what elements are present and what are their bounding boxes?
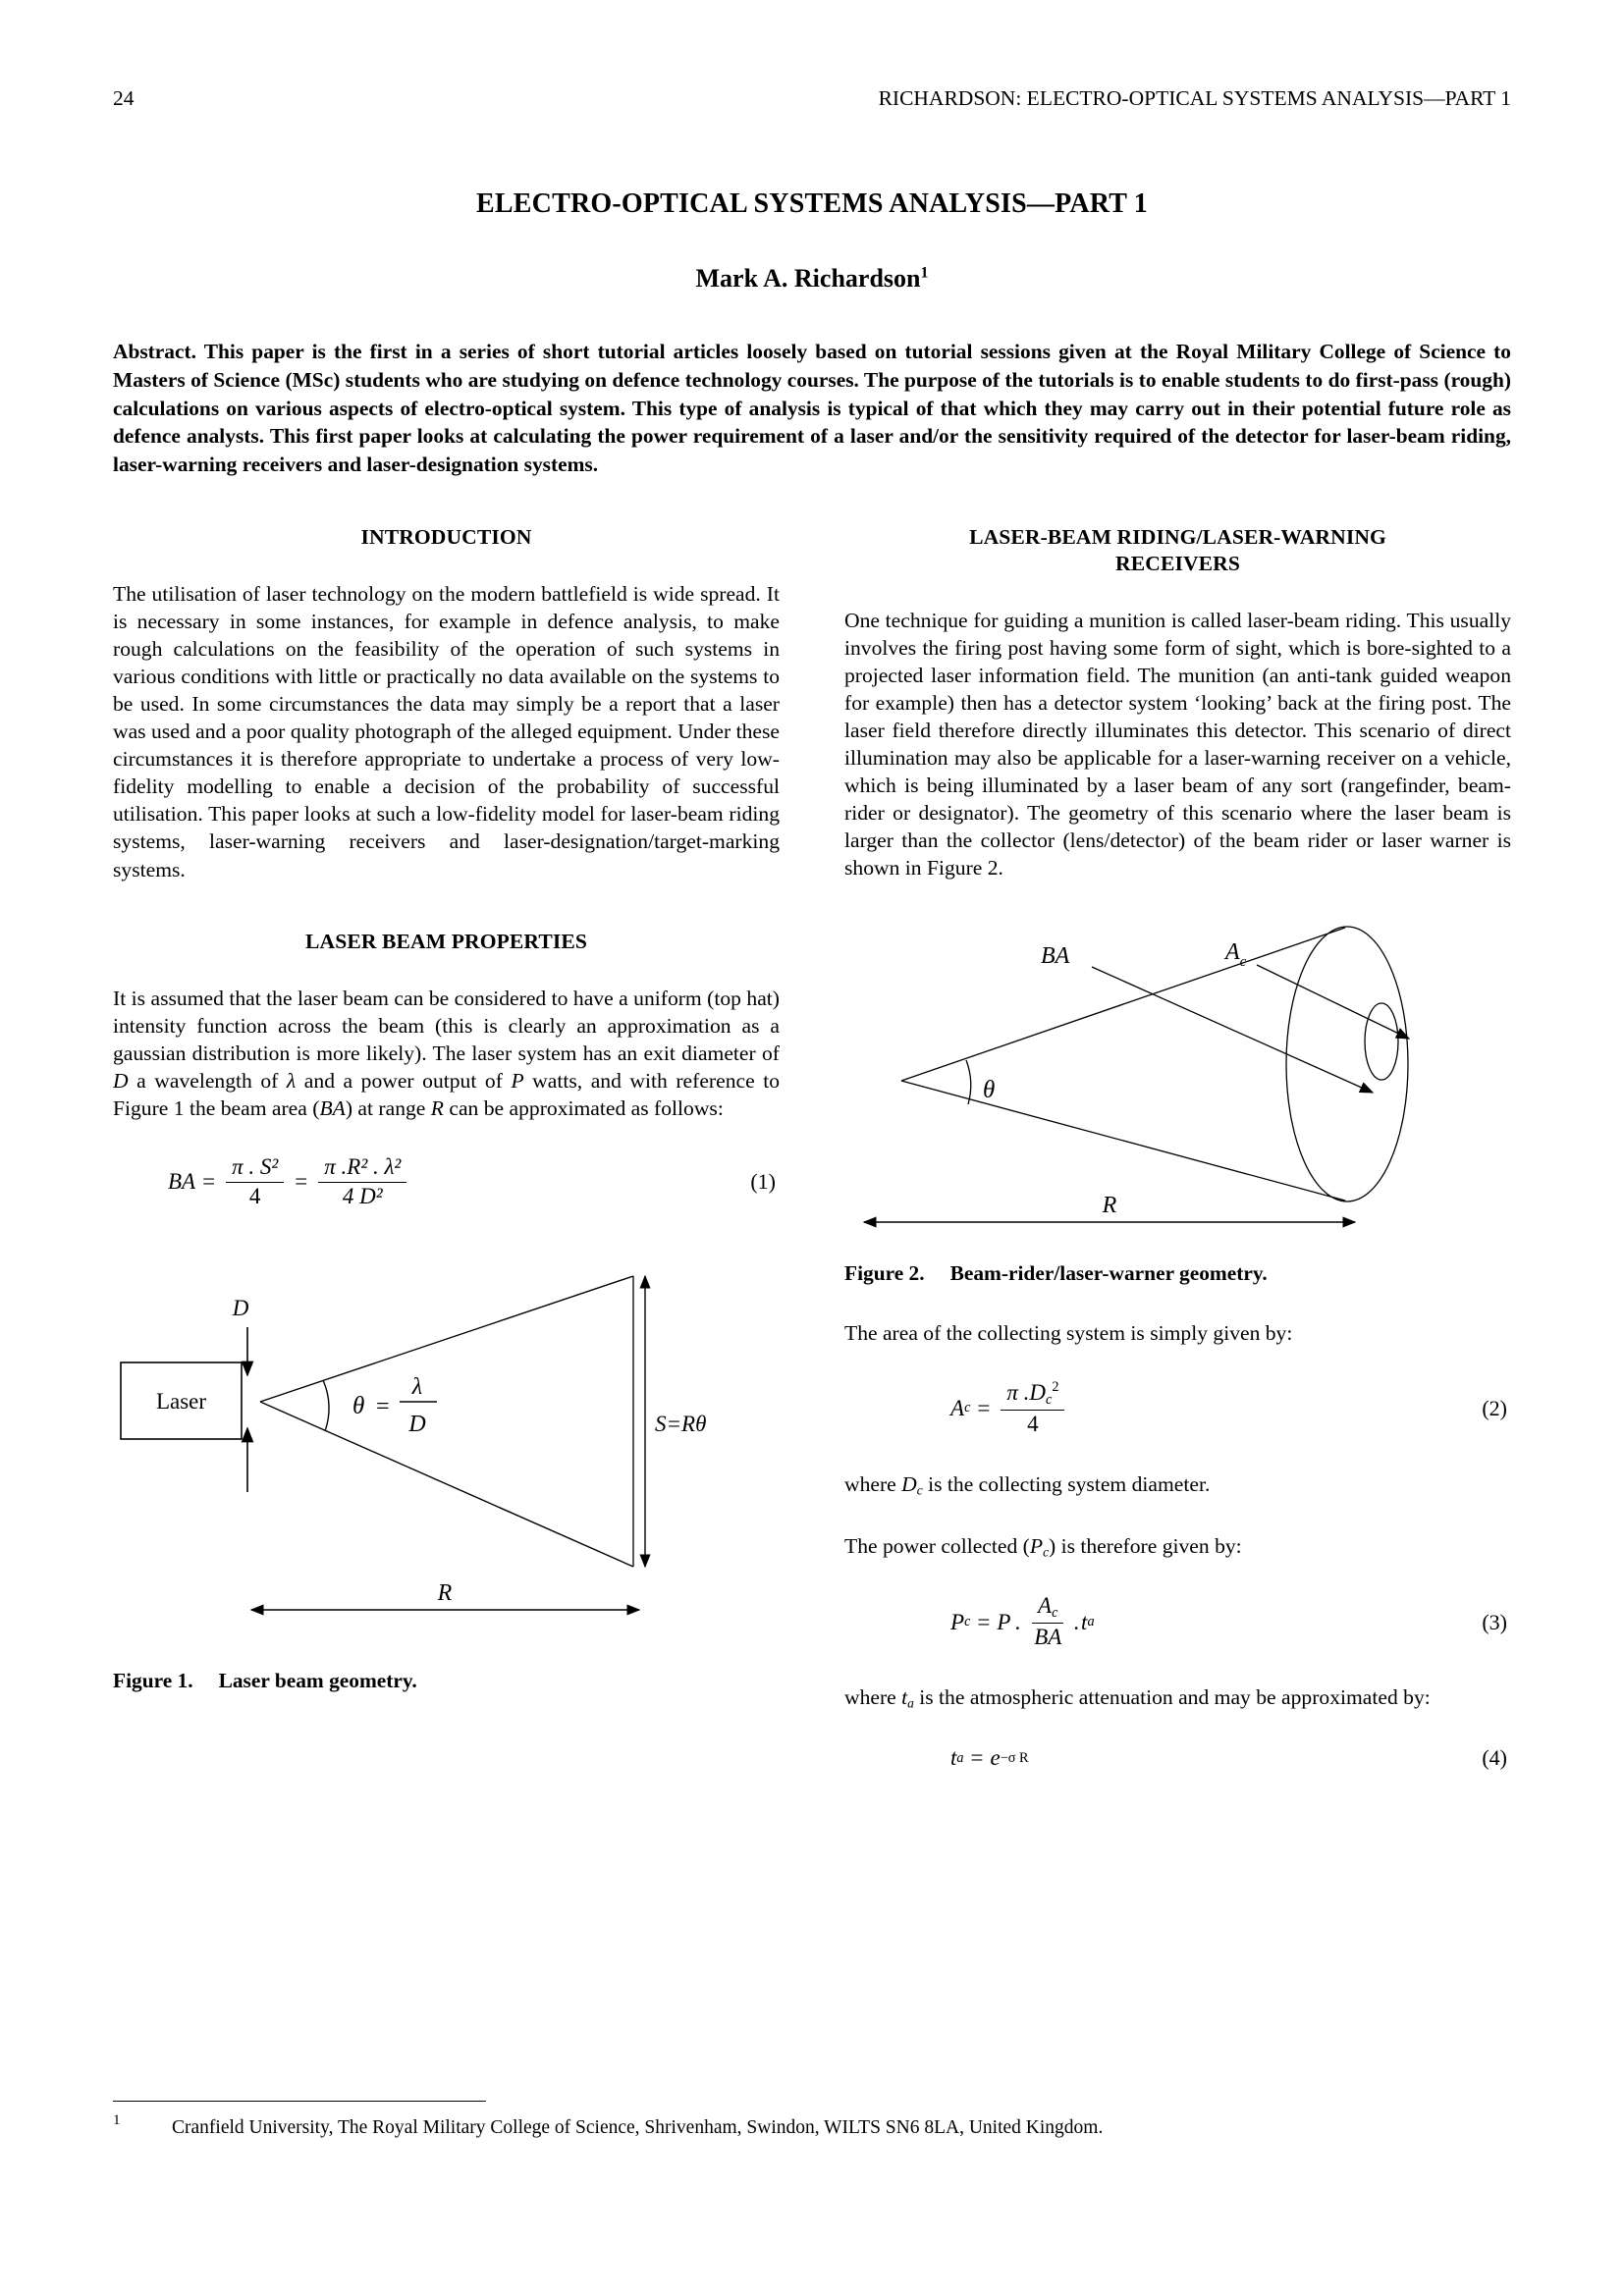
eq2-lhs-base: A: [950, 1395, 965, 1420]
text-run: is the collecting system diameter.: [922, 1471, 1211, 1496]
eq1-frac2-denominator: 4 D²: [342, 1183, 383, 1208]
eq2-number: (2): [1482, 1395, 1507, 1420]
eq1-frac2-numerator: π .R² . λ²: [318, 1155, 406, 1183]
page-content: [113, 0, 1511, 1771]
eq3-numerator: [1032, 1594, 1063, 1624]
section-heading-introduction: INTRODUCTION: [360, 524, 532, 549]
beam-area-label: BA: [1041, 942, 1070, 969]
laser-beam-properties-paragraph: [113, 985, 780, 1122]
figure-1-label: Figure 1.: [113, 1668, 193, 1692]
math-var-Dc-sub: c: [916, 1482, 923, 1498]
where-ta-text: [844, 1683, 1511, 1712]
two-column-body: [113, 524, 1511, 1771]
text-run: watts, and with reference to Figure 1 the beam area (: [113, 1068, 780, 1120]
eq3-dot-1: .: [1014, 1609, 1021, 1634]
eq3-number: (3): [1482, 1609, 1507, 1634]
author-name: Mark A. Richardson: [695, 264, 921, 293]
where-dc-text: [844, 1470, 1511, 1499]
theta-denominator-D: D: [408, 1411, 426, 1437]
eq2-denominator: 4: [1027, 1411, 1039, 1436]
eq3-power: P: [997, 1609, 1011, 1634]
text-run: is the atmospheric attenuation and may be approximated by:: [913, 1685, 1431, 1710]
beam-area-leader: [1092, 967, 1373, 1093]
eq1-fraction-1: [226, 1155, 284, 1209]
math-var-D: D: [113, 1068, 129, 1093]
laser-box-label: Laser: [155, 1388, 207, 1414]
abstract: Abstract. This paper is the first in a series of short tutorial articles loosely based on tutorial sessions given at the Royal Military College of Science to Masters of Science (MSc) students who are studying on defence technology courses. The purpose of the tutorials is to enable students to do first-pass (rough) calculations on various aspects of electro-optical system. This type of analysis is typical of that which they may carry out in their potential future role as defence analysts. This first paper looks at calculating the power requirement of a laser and/or the sensitivity required of the detector for laser-beam riding, laser-warning receivers and laser-designation systems.: [113, 340, 1511, 477]
figure-1-caption: [113, 1669, 780, 1693]
eq3-lhs-base: P: [950, 1609, 965, 1634]
author-line: [113, 264, 1511, 294]
eq3-num-base: A: [1038, 1592, 1053, 1618]
figure2-range-label: R: [1102, 1192, 1117, 1218]
page-number: 24: [113, 86, 135, 110]
figure-2-caption-text: Beam-rider/laser-warner geometry.: [949, 1260, 1268, 1285]
eq3-fraction: [1028, 1594, 1067, 1650]
eq2-num-sup: 2: [1052, 1378, 1059, 1395]
left-column: [113, 524, 780, 1771]
author-footnote-mark: 1: [920, 264, 929, 282]
eq2-numerator: [1001, 1380, 1064, 1411]
collector-area-label: $A_c$: [1225, 938, 1247, 970]
eq1-frac1-denominator: 4: [248, 1183, 261, 1208]
lead-in-equation-2: The area of the collecting system is simply given by:: [844, 1320, 1293, 1345]
math-var-ta-base: t: [901, 1685, 908, 1710]
text-run: and a power output of: [296, 1068, 512, 1093]
math-var-Dc-base: D: [901, 1471, 917, 1496]
footnote-mark: 1: [113, 2112, 121, 2128]
heading-line-1: LASER-BEAM RIDING/LASER-WARNING: [969, 524, 1386, 549]
range-label-R: R: [437, 1579, 453, 1606]
cone-angle-arc: [966, 1060, 971, 1104]
math-var-ta-sub: a: [907, 1695, 914, 1711]
figure2-theta-label: θ: [983, 1076, 996, 1103]
eq2-equals: =: [977, 1395, 991, 1420]
eq3-dot-2: .: [1073, 1609, 1080, 1634]
math-var-Pc-sub: c: [1043, 1544, 1049, 1560]
eq1-fraction-2: [318, 1155, 406, 1209]
theta-equals: =: [376, 1393, 390, 1419]
footnote-area: [113, 2101, 1511, 2140]
cone-edge-upper: [901, 928, 1345, 1081]
eq2-num-text: π .D: [1006, 1379, 1047, 1405]
eq1-number: (1): [750, 1169, 776, 1195]
eq3-ta-base: t: [1081, 1609, 1088, 1634]
math-var-lambda: λ: [286, 1068, 297, 1093]
beam-edge-upper: [260, 1276, 633, 1402]
equation-1: [113, 1155, 780, 1209]
eq1-equals-2: =: [295, 1169, 308, 1195]
running-head-title: RICHARDSON: ELECTRO-OPTICAL SYSTEMS ANALYSIS—PART 1: [878, 86, 1511, 110]
math-var-R: R: [430, 1095, 444, 1120]
theta-symbol: θ: [352, 1392, 365, 1419]
text-run: a wavelength of: [128, 1068, 287, 1093]
heading-line-2: RECEIVERS: [1115, 551, 1240, 575]
eq4-exp-base: e: [990, 1745, 1001, 1771]
figure-1-graphic: [113, 1255, 780, 1647]
eq1-equals: =: [202, 1169, 216, 1195]
math-var-BA: BA: [319, 1095, 346, 1120]
eq2-fraction: [1001, 1380, 1064, 1437]
spot-size-label: S=Rθ: [655, 1411, 707, 1436]
figure-2-caption: [844, 1261, 1511, 1286]
figure-2-label: Figure 2.: [844, 1260, 925, 1285]
collector-aperture-ellipse: [1365, 1003, 1398, 1080]
running-head: [113, 86, 1511, 126]
eq1-frac1-numerator: π . S²: [226, 1155, 284, 1183]
text-run: where: [844, 1685, 902, 1710]
eq1-lhs: BA: [168, 1169, 196, 1195]
eq3-lhs-sub: c: [964, 1614, 971, 1629]
footnote-separator-rule: [113, 2101, 486, 2102]
eq3-denominator: BA: [1034, 1625, 1062, 1650]
lead-in-equation-3: [844, 1532, 1511, 1561]
aperture-label-D: D: [232, 1295, 249, 1320]
eq2-lhs-sub: c: [964, 1400, 971, 1416]
paper-title: ELECTRO-OPTICAL SYSTEMS ANALYSIS—PART 1: [476, 188, 1148, 219]
text-run: The power collected (: [844, 1533, 1030, 1558]
divergence-angle-arc: [323, 1380, 329, 1431]
footnote-text: Cranfield University, The Royal Military College of Science, Shrivenham, Swindon, WILTS SN6 8LA, United Kingdom.: [172, 2117, 1104, 2138]
text-run: It is assumed that the laser beam can be considered to have a uniform (top hat) intensity function across the beam (this is clearly an approximation as a gaussian distribution is more likely). The laser system has an exit diameter of: [113, 986, 780, 1065]
intro-paragraph: The utilisation of laser technology on the modern battlefield is wide spread. It is necessary in some instances, for example in defence analysis, to make rough calculations on the feasibility of the operation of such systems in various conditions with little or practically no data available on the systems to be used. In some circumstances the data may simply be a report that a laser was used and a poor quality photograph of the alleged equipment. Under these circumstances it is therefore appropriate to undertake a process of very low-fidelity modelling to enable a decision of the probability of successful utilisation. This paper looks at such a low-fidelity model for laser-beam riding systems, laser-warning receivers and laser-designation/target-marking systems.: [113, 581, 780, 881]
eq4-equals: =: [970, 1745, 984, 1771]
right-column: [844, 524, 1511, 1771]
math-var-Pc-base: P: [1029, 1533, 1044, 1558]
beam-area-ellipse: [1286, 927, 1408, 1201]
text-run: ) at range: [345, 1095, 431, 1120]
eq4-lhs-base: t: [950, 1745, 957, 1771]
footnote: [113, 2112, 1511, 2140]
eq4-exponent: −σ R: [1000, 1749, 1029, 1766]
cone-edge-lower: [901, 1081, 1345, 1201]
text-run: where: [844, 1471, 902, 1496]
collector-area-leader: [1257, 965, 1409, 1039]
eq3-num-sub: c: [1052, 1604, 1058, 1621]
eq3-equals: =: [977, 1609, 991, 1634]
beam-edge-lower: [260, 1402, 633, 1567]
text-run: can be approximated as follows:: [443, 1095, 724, 1120]
text-run: ) is therefore given by:: [1049, 1533, 1242, 1558]
math-var-P: P: [511, 1068, 524, 1093]
figure-2-graphic: [844, 916, 1511, 1240]
eq4-number: (4): [1482, 1745, 1507, 1771]
equation-4: [844, 1745, 1511, 1771]
equation-3: [844, 1594, 1511, 1650]
eq3-ta-sub: a: [1087, 1614, 1095, 1629]
eq2-num-sub: c: [1046, 1391, 1053, 1408]
section-heading-laser-beam-properties: LASER BEAM PROPERTIES: [305, 929, 587, 953]
eq4-lhs-sub: a: [956, 1749, 964, 1766]
section-heading-laser-beam-riding: [844, 524, 1511, 577]
laser-beam-riding-paragraph: One technique for guiding a munition is called laser-beam riding. This usually involves the firing post having some form of sight, which is bore-sighted to a projected laser information field. The munition (an anti-tank guided weapon for example) then has a detector system ‘looking’ back at the firing post. The laser field therefore directly illuminates this detector. This scenario of direct illumination may also be applicable for a laser-warning receiver on a vehicle, which is being illuminated by a laser beam of any sort (rangefinder, beam-rider or designator). The geometry of this scenario where the laser beam is larger than the collector (lens/detector) of the beam rider or laser warner is shown in Figure 2.: [844, 608, 1511, 881]
figure-1-caption-text: Laser beam geometry.: [218, 1668, 417, 1692]
equation-2: [844, 1380, 1511, 1437]
theta-numerator-lambda: λ: [411, 1373, 423, 1400]
